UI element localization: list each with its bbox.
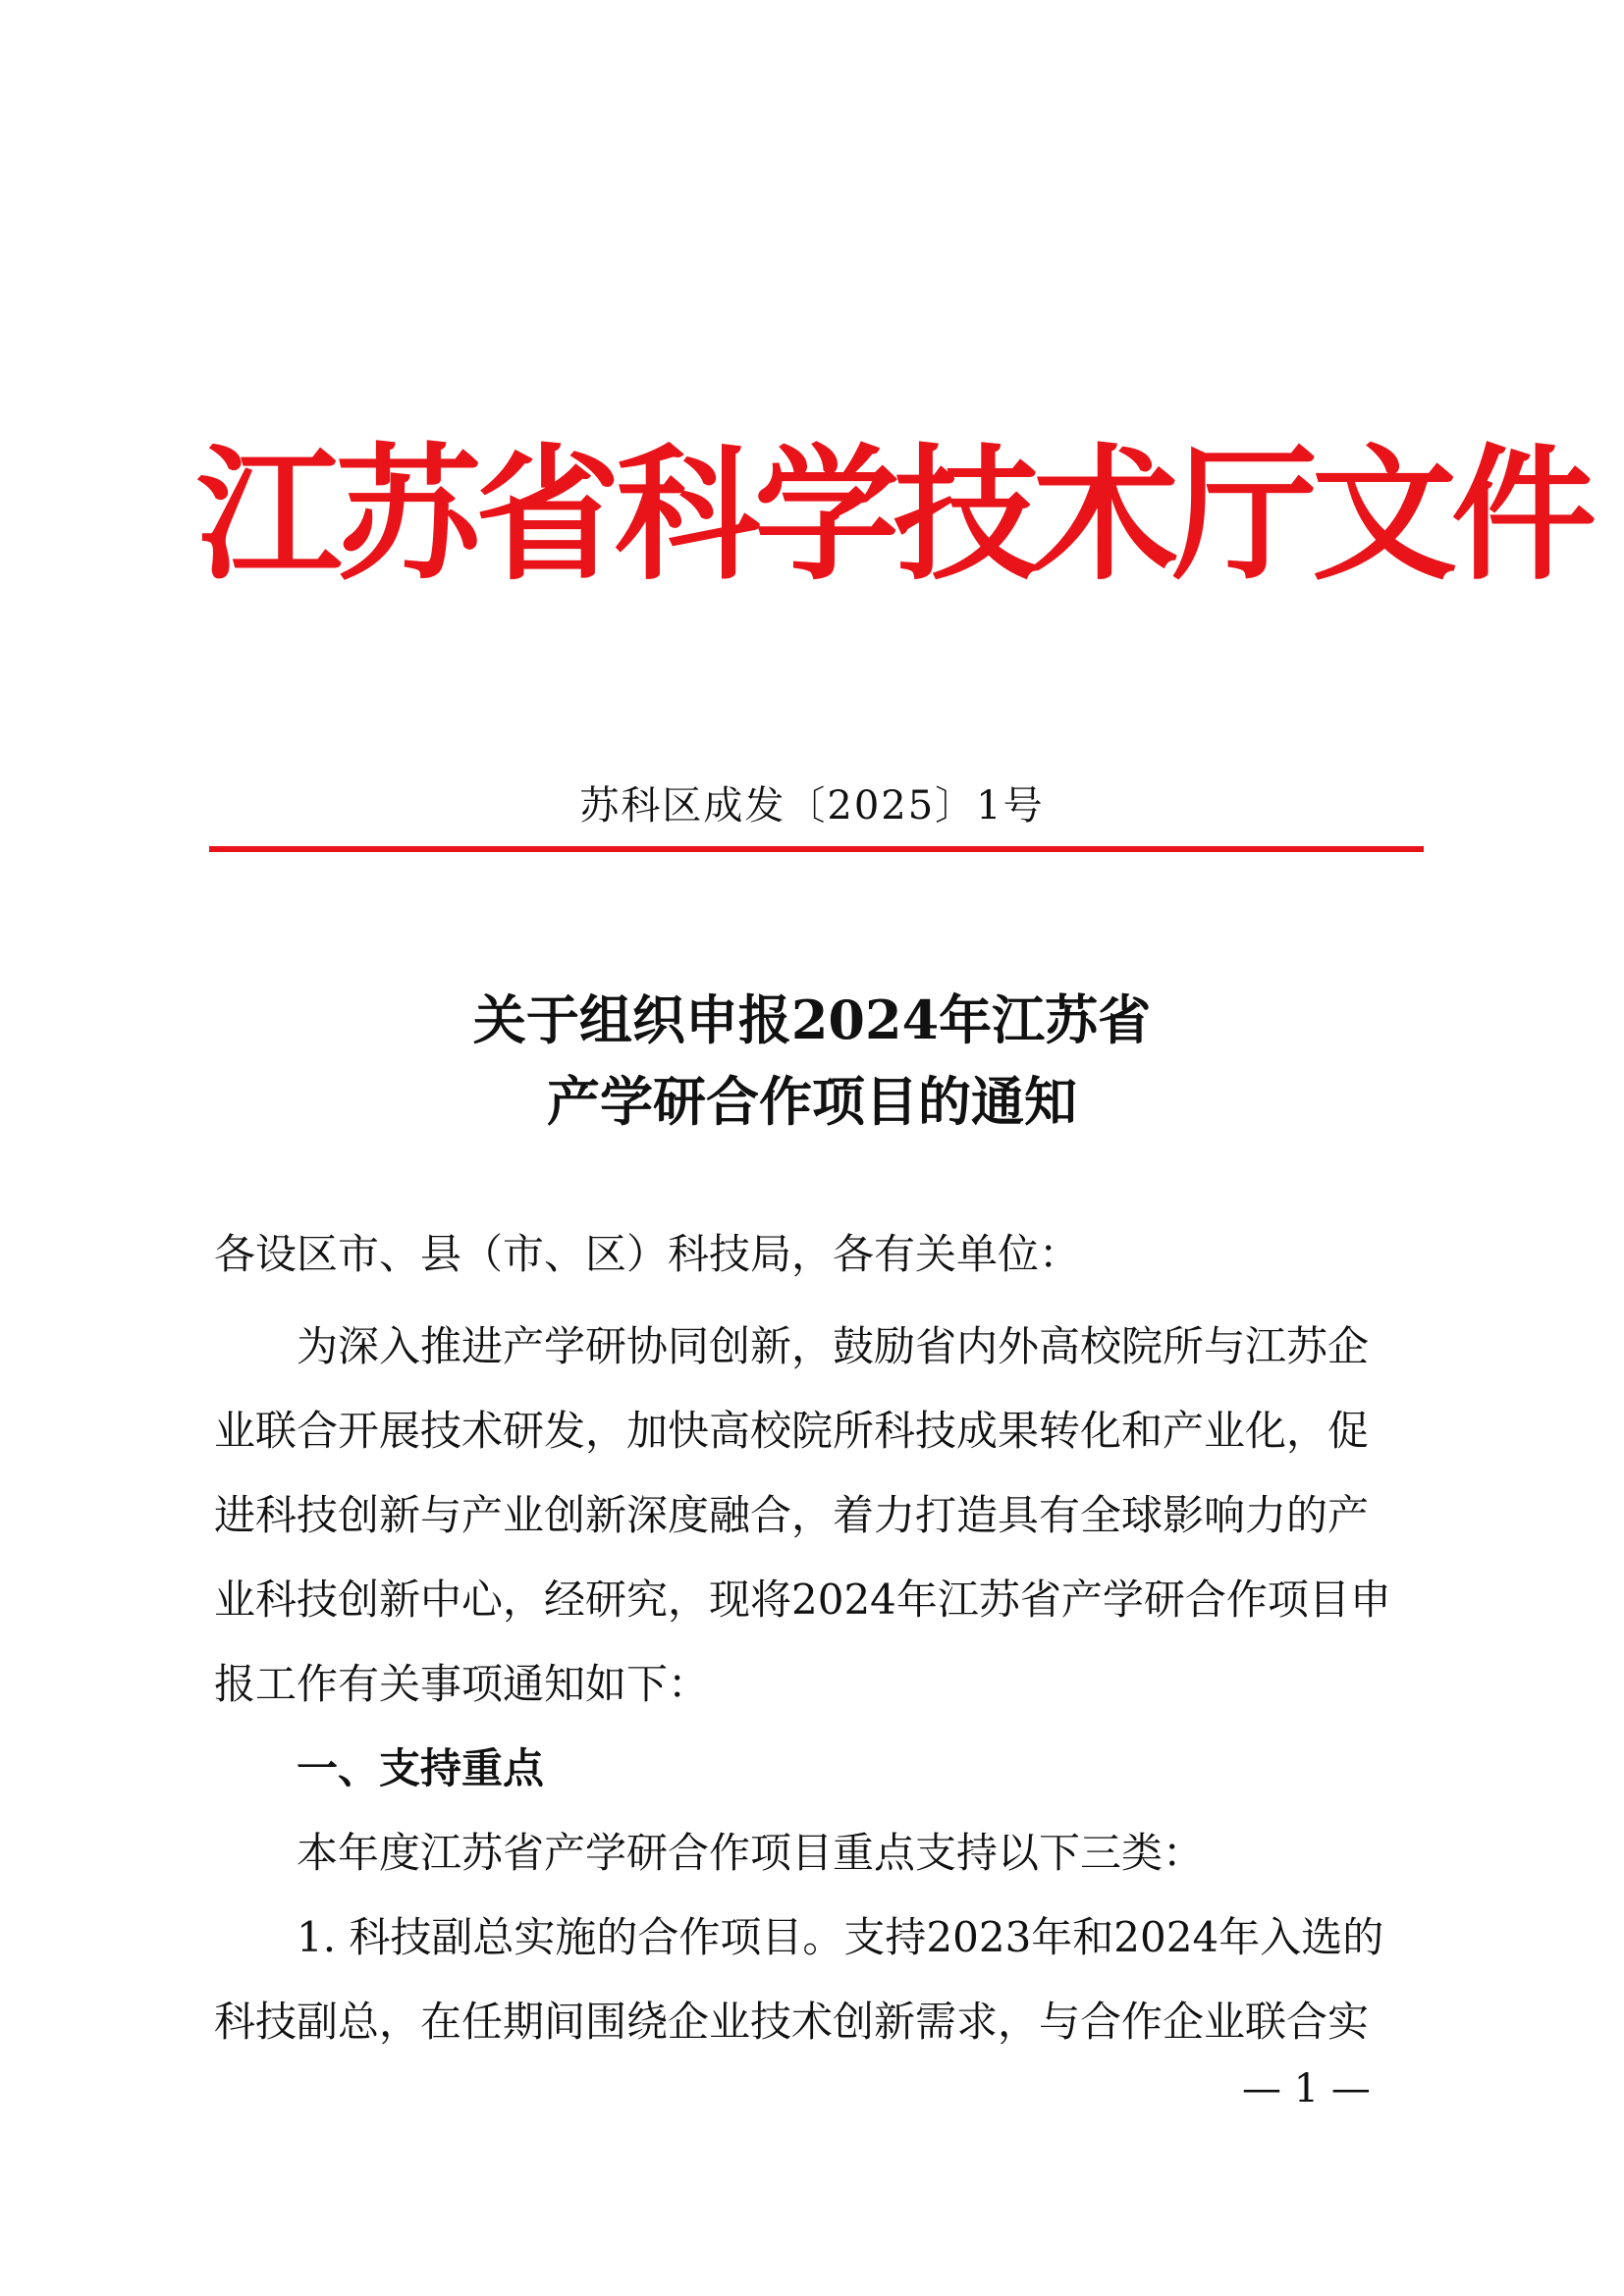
notice-title-line-2: 产学研合作项目的通知	[547, 1070, 1077, 1133]
item-1-line-1: 1. 科技副总实施的合作项目。支持2023年和2024年入选的	[297, 1913, 1384, 1961]
body-line-3: 进科技创新与产业创新深度融合，着力打造具有全球影响力的产	[214, 1491, 1370, 1539]
masthead-title: 江苏省科学技术厅文件	[196, 431, 1591, 600]
item-1-line-2: 科技副总，在任期间围绕企业技术创新需求，与合作企业联合实	[214, 1998, 1370, 2046]
body-line-5: 报工作有关事项通知如下：	[214, 1660, 710, 1708]
red-divider-line	[209, 846, 1424, 852]
body-line-2: 业联合开展技术研发，加快高校院所科技成果转化和产业化，促	[214, 1407, 1370, 1455]
section-heading-1: 一、支持重点	[297, 1744, 545, 1792]
salutation: 各设区市、县（市、区）科技局，各有关单位：	[214, 1230, 1081, 1278]
page-number: — 1 —	[1242, 2066, 1371, 2111]
document-number: 苏科区成发〔2025〕1号	[579, 783, 1045, 828]
section-1-intro: 本年度江苏省产学研合作项目重点支持以下三类：	[297, 1829, 1205, 1877]
notice-title-line-1: 关于组织申报2024年江苏省	[472, 988, 1152, 1051]
body-line-4: 业科技创新中心，经研究，现将2024年江苏省产学研合作项目申	[214, 1575, 1391, 1624]
body-line-1: 为深入推进产学研协同创新，鼓励省内外高校院所与江苏企	[297, 1322, 1370, 1370]
